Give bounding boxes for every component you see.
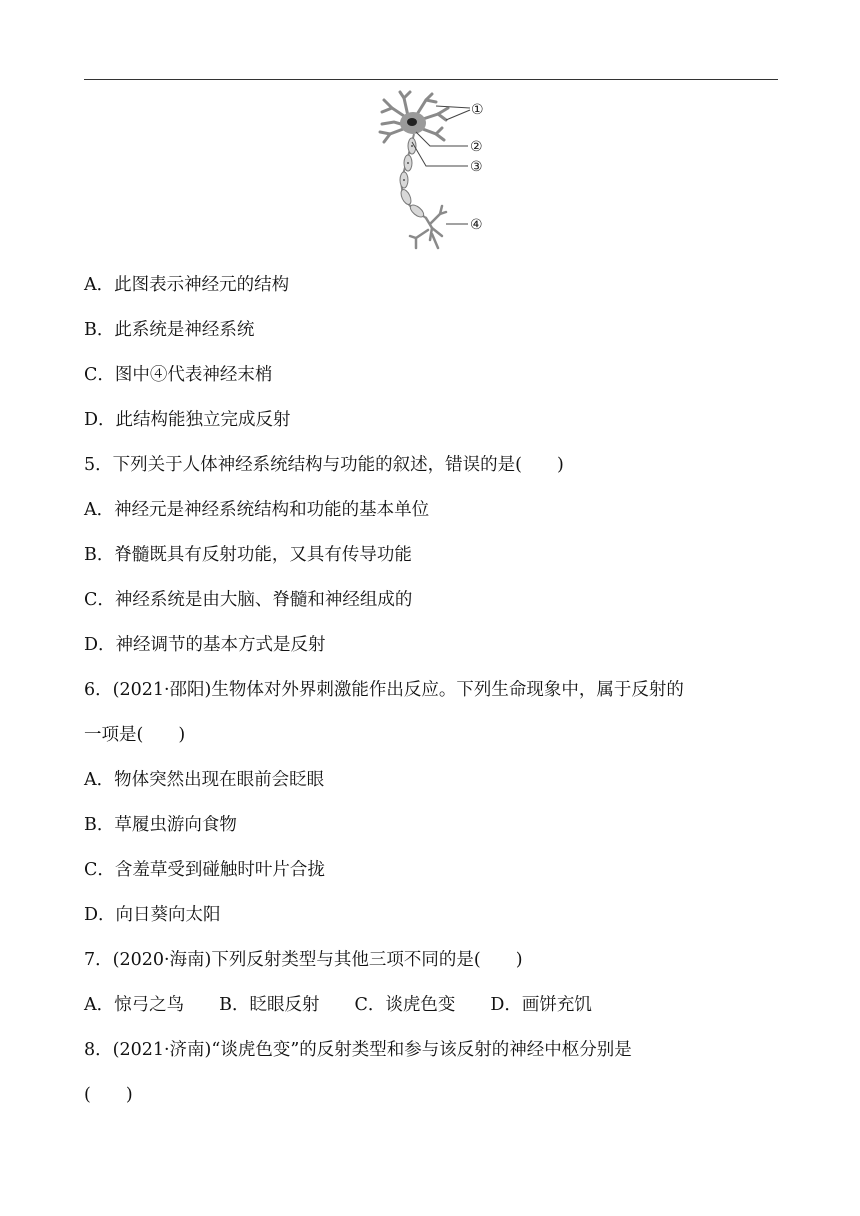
q5-option-c: C．神经系统是由大脑、脊髓和神经组成的 — [84, 590, 413, 610]
q6-option-d: D．向日葵向太阳 — [84, 905, 221, 925]
nucleus — [407, 118, 417, 126]
neuron-diagram — [370, 88, 500, 256]
q5-option-b: B．脊髓既具有反射功能，又具有传导功能 — [84, 545, 412, 565]
q6-option-c: C．含羞草受到碰触时叶片合拢 — [84, 860, 325, 880]
q7-options: A．惊弓之鸟 B．眨眼反射 C．谈虎色变 D．画饼充饥 — [84, 995, 592, 1015]
q6-option-b: B．草履虫游向食物 — [84, 815, 237, 835]
q5-stem: 5．下列关于人体神经系统结构与功能的叙述，错误的是( ) — [84, 455, 564, 475]
label-3: ③ — [470, 159, 483, 175]
axon — [399, 134, 426, 219]
q5-option-a: A．神经元是神经系统结构和功能的基本单位 — [84, 500, 430, 520]
label-1: ① — [471, 102, 484, 118]
header-rule — [84, 79, 778, 80]
q6-option-a: A．物体突然出现在眼前会眨眼 — [84, 770, 325, 790]
q4-option-c: C．图中④代表神经末梢 — [84, 365, 273, 385]
q4-option-a: A．此图表示神经元的结构 — [84, 275, 290, 295]
q4-option-b: B．此系统是神经系统 — [84, 320, 255, 340]
label-4: ④ — [470, 217, 483, 233]
q6-stem-line2: 一项是( ) — [84, 725, 186, 745]
q7-stem: 7．(2020·海南)下列反射类型与其他三项不同的是( ) — [84, 950, 523, 970]
q4-option-d: D．此结构能独立完成反射 — [84, 410, 291, 430]
q8-stem-line1: 8．(2021·济南)“谈虎色变”的反射类型和参与该反射的神经中枢分别是 — [84, 1040, 632, 1060]
q5-option-d: D．神经调节的基本方式是反射 — [84, 635, 326, 655]
q6-stem-line1: 6．(2021·邵阳)生物体对外界刺激能作出反应。下列生命现象中，属于反射的 — [84, 680, 684, 700]
label-2: ② — [470, 139, 483, 155]
q8-stem-line2: ( ) — [84, 1085, 133, 1105]
